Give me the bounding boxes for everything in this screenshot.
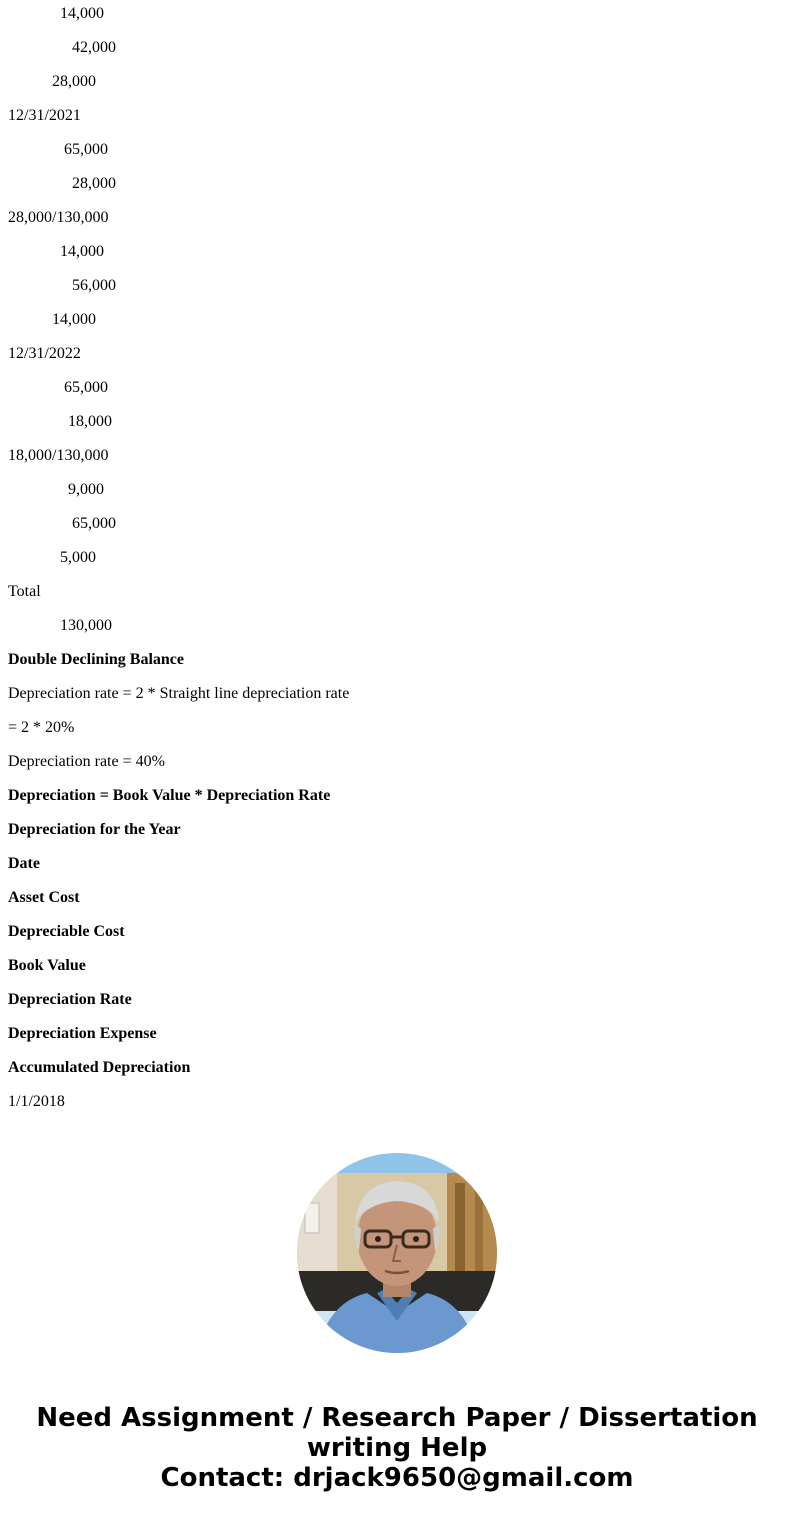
contact-banner — [0, 1403, 794, 1493]
text-line: 130,000 — [60, 617, 112, 634]
text-line: 1/1/2018 — [8, 1093, 65, 1110]
text-line: Date — [8, 855, 40, 872]
text-line: 56,000 — [72, 277, 116, 294]
text-line: 28,000/130,000 — [8, 209, 109, 226]
cta-line-1: Need Assignment / Research Paper / Dissertation — [36, 1403, 758, 1433]
text-line: 65,000 — [64, 141, 108, 158]
text-line: 18,000/130,000 — [8, 447, 109, 464]
author-portrait-icon — [297, 1153, 497, 1353]
cta-line-2: writing Help — [306, 1433, 488, 1463]
text-line: = 2 * 20% — [8, 719, 75, 736]
contact-email[interactable]: Contact: drjack9650@gmail.com — [160, 1463, 634, 1493]
text-line: 42,000 — [72, 39, 116, 56]
text-line: Total — [8, 583, 41, 600]
text-line: 12/31/2022 — [8, 345, 81, 362]
text-line: Depreciation rate = 2 * Straight line depreciation rate — [8, 685, 350, 702]
text-line: 65,000 — [72, 515, 116, 532]
text-line: Depreciation = Book Value * Depreciation Rate — [8, 787, 331, 804]
text-line: Depreciation Rate — [8, 991, 132, 1008]
text-line: 12/31/2021 — [8, 107, 81, 124]
text-line: 28,000 — [72, 175, 116, 192]
text-line: Accumulated Depreciation — [8, 1059, 191, 1076]
text-line: 5,000 — [60, 549, 96, 566]
text-line: 9,000 — [68, 481, 104, 498]
text-line: Double Declining Balance — [8, 651, 185, 668]
author-avatar — [297, 1153, 497, 1353]
text-line: Book Value — [8, 957, 86, 974]
text-line: Depreciation Expense — [8, 1025, 157, 1042]
text-line: Depreciation for the Year — [8, 821, 181, 838]
text-line: Depreciable Cost — [8, 923, 125, 940]
text-line: 18,000 — [68, 413, 112, 430]
text-line: Asset Cost — [8, 889, 80, 906]
text-line: 28,000 — [52, 73, 96, 90]
text-line: 14,000 — [52, 311, 96, 328]
text-line: Depreciation rate = 40% — [8, 753, 165, 770]
text-line: 14,000 — [60, 243, 104, 260]
text-line: 65,000 — [64, 379, 108, 396]
text-line: 14,000 — [60, 5, 104, 22]
